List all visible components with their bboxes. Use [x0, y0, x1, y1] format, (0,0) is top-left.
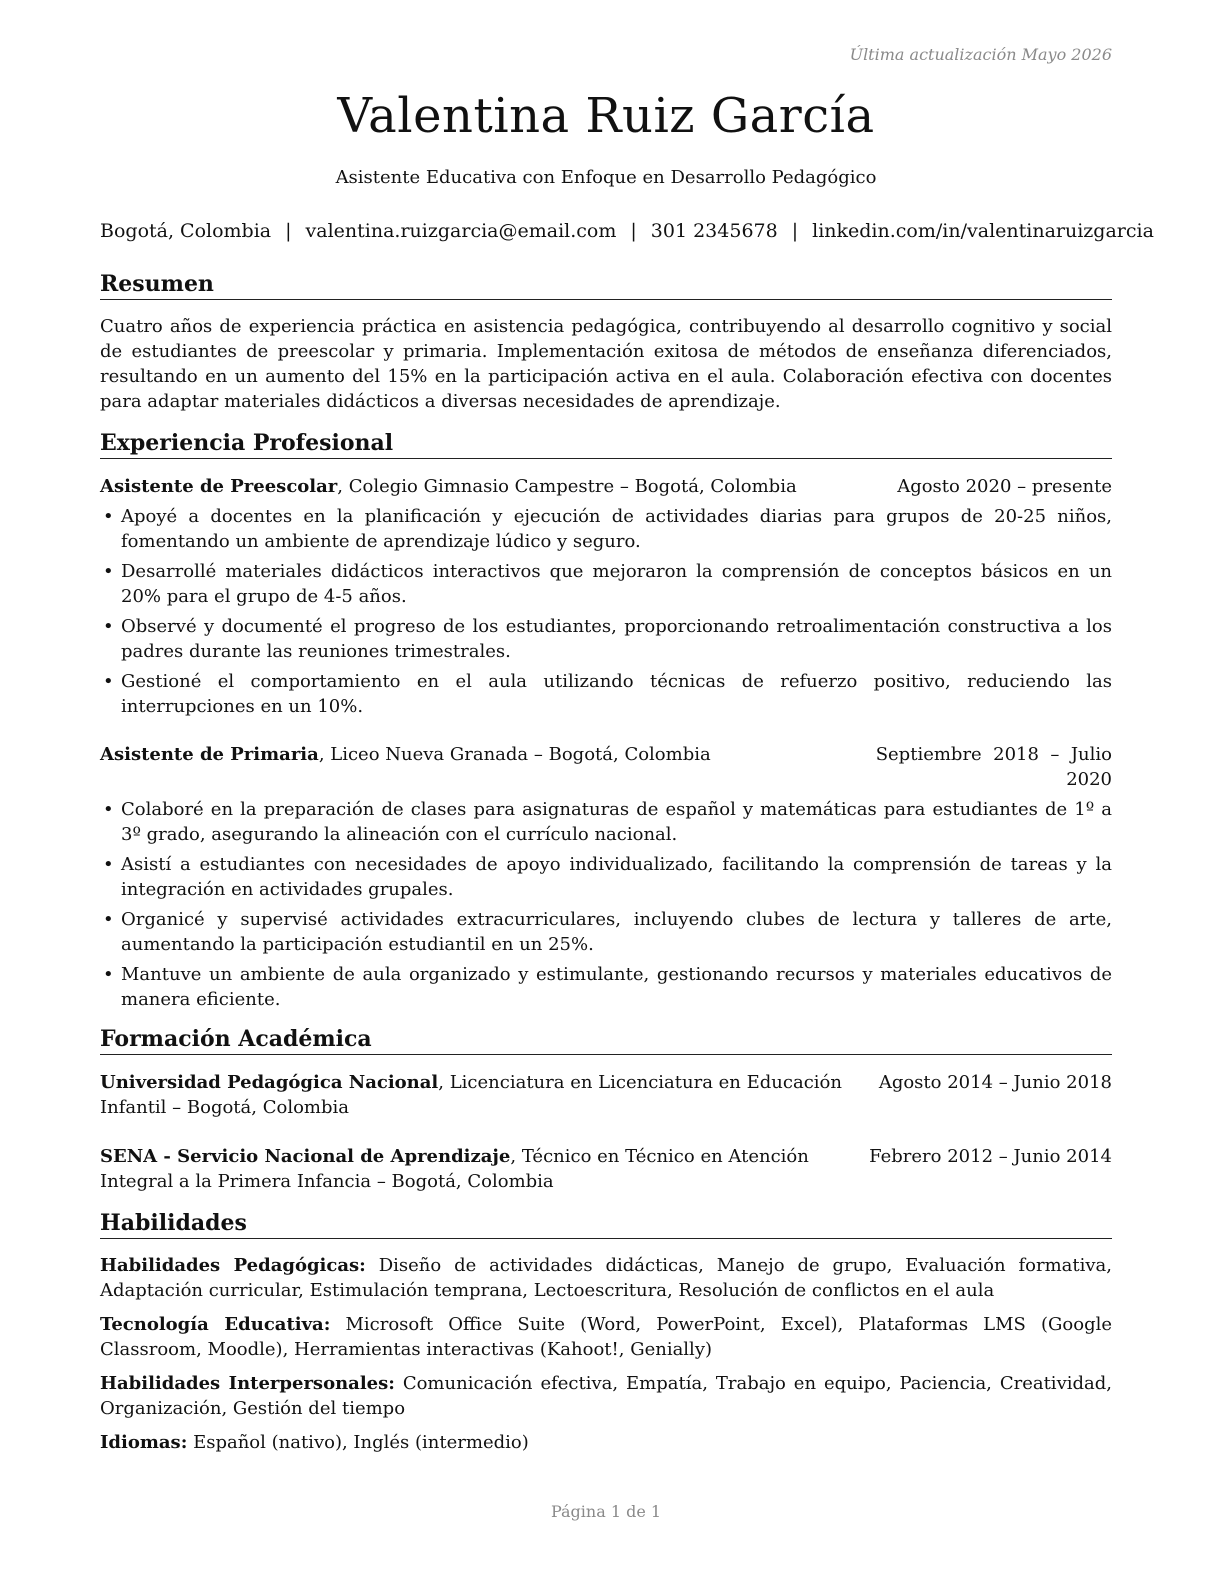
- education-dates: Febrero 2012 – Junio 2014: [869, 1146, 1112, 1167]
- bullet-dot-icon: •: [103, 964, 114, 985]
- candidate-name: Valentina Ruiz García: [337, 88, 875, 144]
- education-detail: , Técnico en Técnico en Atención Integral a la Primera Infancia – Bogotá, Colombia: [100, 1146, 809, 1192]
- bullet-dot-icon: •: [103, 909, 114, 930]
- skill-value: Diseño de actividades didácticas, Manejo de grupo, Evaluación formativa, Adaptación curricular, Estimulación temprana, Lectoescritura, Resolución de conflictos en el aula: [100, 1255, 1112, 1301]
- list-item: [100, 559, 1112, 609]
- list-item: [100, 504, 1112, 554]
- contact-separator: |: [285, 220, 292, 242]
- education-item: [100, 1070, 1112, 1120]
- skill-row: [100, 1253, 1112, 1303]
- job-org: , Liceo Nueva Granada – Bogotá, Colombia: [318, 744, 711, 765]
- job-title-line: [100, 474, 797, 499]
- candidate-headline: Asistente Educativa con Enfoque en Desarrollo Pedagógico: [335, 167, 877, 188]
- job-role: Asistente de Primaria: [100, 744, 319, 765]
- education-school: Universidad Pedagógica Nacional: [100, 1072, 439, 1093]
- education-school: SENA - Servicio Nacional de Aprendizaje: [100, 1146, 511, 1167]
- resume-page: [100, 0, 1154, 1584]
- bullet-text: Observé y documenté el progreso de los estudiantes, proporcionando retroalimentación constructiva a los padres durante las reuniones trimestrales.: [121, 616, 1112, 662]
- section-title-skills: Habilidades: [100, 1210, 1112, 1239]
- page-number: Página 1 de 1: [550, 1502, 662, 1521]
- bullet-text: Mantuve un ambiente de aula organizado y estimulante, gestionando recursos y materiales educativos de manera eficiente.: [121, 964, 1112, 1010]
- skill-label: Tecnología Educativa:: [100, 1314, 331, 1335]
- summary-text: Cuatro años de experiencia práctica en asistencia pedagógica, contribuyendo al desarrollo cognitivo y social de estudiantes de preescolar y primaria. Implementación exitosa de métodos de enseñanza diferenciados, resultando en un aumento del 15% en la participación activa en el aula. Colaboración efectiva con docentes para adaptar materiales didácticos a diversas necesidades de aprendizaje.: [100, 316, 1112, 412]
- section-title-summary: Resumen: [100, 271, 1112, 300]
- skill-value: Comunicación efectiva, Empatía, Trabajo en equipo, Paciencia, Creatividad, Organización, Gestión del tiempo: [100, 1373, 1112, 1419]
- skill-row: [100, 1371, 1112, 1421]
- bullet-text: Colaboré en la preparación de clases para asignaturas de español y matemáticas para estudiantes de 1º a 3º grado, asegurando la alineación con el currículo nacional.: [121, 799, 1112, 845]
- job-title-line: [100, 742, 711, 767]
- bullet-text: Asistí a estudiantes con necesidades de apoyo individualizado, facilitando la comprensión de tareas y la integración en actividades grupales.: [121, 854, 1112, 900]
- bullet-dot-icon: •: [103, 616, 114, 637]
- list-item: [100, 669, 1112, 719]
- skill-row: [100, 1430, 1112, 1455]
- job-role: Asistente de Preescolar: [100, 476, 338, 497]
- job-org: , Colegio Gimnasio Campestre – Bogotá, Colombia: [337, 476, 797, 497]
- list-item: [100, 852, 1112, 902]
- list-item: [100, 962, 1112, 1012]
- last-updated: Última actualización Mayo 2026: [849, 45, 1112, 64]
- section-title-education: Formación Académica: [100, 1026, 1112, 1055]
- bullet-text: Apoyé a docentes en la planificación y ejecución de actividades diarias para grupos de 20-25 niños, fomentando un ambiente de aprendizaje lúdico y seguro.: [121, 506, 1112, 552]
- bullet-text: Desarrollé materiales didácticos interactivos que mejoraron la comprensión de conceptos básicos en un 20% para el grupo de 4-5 años.: [121, 561, 1112, 607]
- job-bullets: [100, 797, 1112, 1017]
- job-dates-line2: 2020: [1066, 769, 1112, 790]
- contact-email[interactable]: valentina.ruizgarcia@email.com: [305, 220, 617, 242]
- bullet-text: Gestioné el comportamiento en el aula utilizando técnicas de refuerzo positivo, reduciendo las interrupciones en un 10%.: [121, 671, 1112, 717]
- bullet-dot-icon: •: [103, 671, 114, 692]
- list-item: [100, 797, 1112, 847]
- section-title-experience: Experiencia Profesional: [100, 430, 1112, 459]
- contact-linkedin[interactable]: linkedin.com/in/valentinaruizgarcia: [812, 220, 1154, 242]
- education-dates: Agosto 2014 – Junio 2018: [878, 1072, 1112, 1093]
- skill-value: Microsoft Office Suite (Word, PowerPoint, Excel), Plataformas LMS (Google Classroom, Moodle), Herramientas interactivas (Kahoot!, Genially): [100, 1314, 1112, 1360]
- contact-separator: |: [630, 220, 637, 242]
- contact-location: Bogotá, Colombia: [100, 220, 272, 242]
- list-item: [100, 614, 1112, 664]
- skill-label: Habilidades Pedagógicas:: [100, 1255, 366, 1276]
- skill-value: Español (nativo), Inglés (intermedio): [187, 1432, 529, 1453]
- skill-row: [100, 1312, 1112, 1362]
- skill-label: Idiomas:: [100, 1432, 188, 1453]
- job-dates: Agosto 2020 – presente: [897, 476, 1112, 497]
- contact-separator: |: [791, 220, 799, 242]
- contact-line: [100, 220, 1154, 242]
- bullet-dot-icon: •: [103, 799, 114, 820]
- bullet-dot-icon: •: [103, 506, 114, 527]
- bullet-dot-icon: •: [103, 854, 114, 875]
- bullet-dot-icon: •: [103, 561, 114, 582]
- skill-label: Habilidades Interpersonales:: [100, 1373, 395, 1394]
- job-dates-line1: Septiembre 2018 – Julio: [875, 744, 1112, 765]
- job-dates: [876, 742, 1112, 792]
- bullet-text: Organicé y supervisé actividades extracurriculares, incluyendo clubes de lectura y talleres de arte, aumentando la participación estudiantil en un 25%.: [121, 909, 1112, 955]
- contact-phone: 301 2345678: [650, 220, 778, 242]
- education-detail: , Licenciatura en Licenciatura en Educación Infantil – Bogotá, Colombia: [100, 1072, 842, 1118]
- job-bullets: [100, 504, 1112, 724]
- list-item: [100, 907, 1112, 957]
- education-item: [100, 1144, 1112, 1194]
